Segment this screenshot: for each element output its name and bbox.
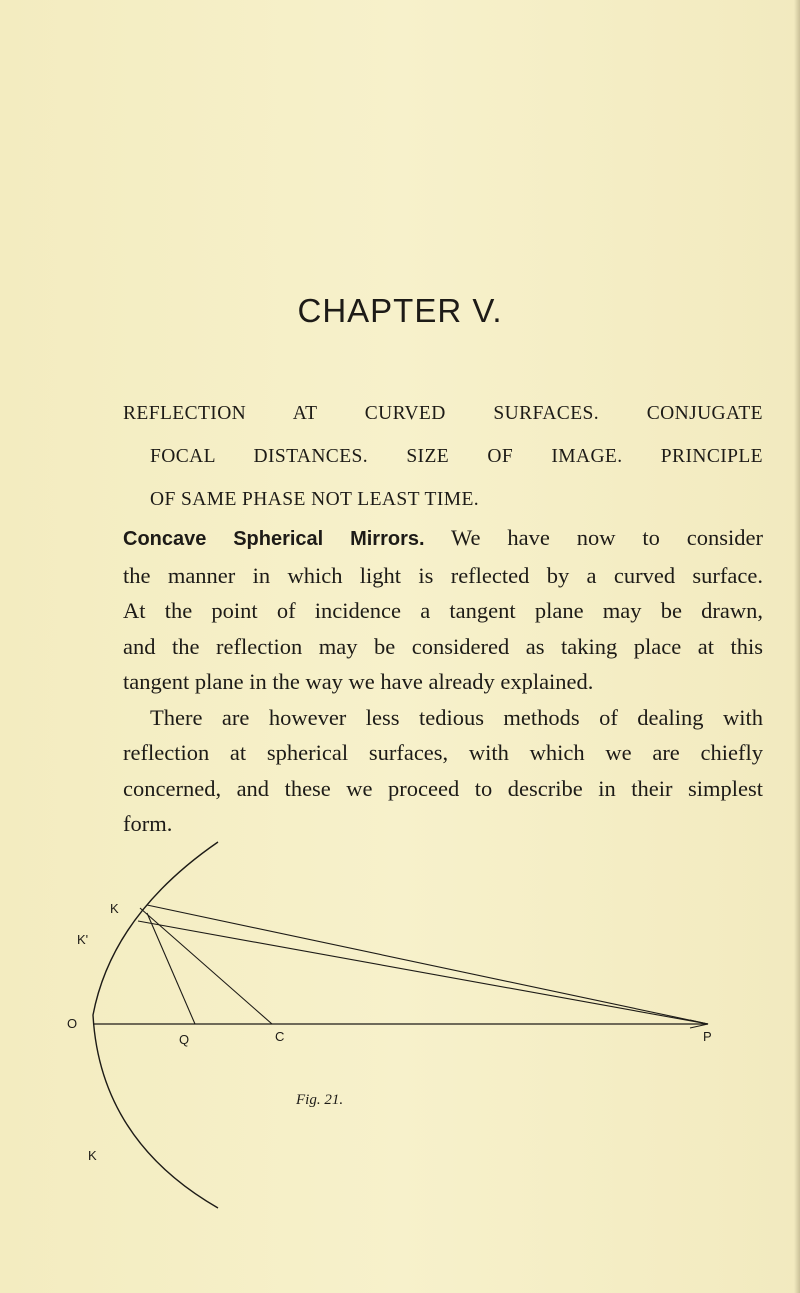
incident-ray-lower [138, 921, 708, 1024]
label-k-lower: K [88, 1148, 97, 1163]
label-k-prime: K' [77, 932, 89, 947]
paragraph-1-line-5: tangent plane in the way we have already explained. [123, 669, 594, 694]
label-q: Q [179, 1032, 190, 1047]
summary-line-1: REFLECTION AT CURVED SURFACES. CONJUGATE [123, 403, 763, 424]
axis-arrowhead [690, 1020, 708, 1028]
paragraph-1-line-3: At the point of incidence a tangent plane may be drawn, [123, 598, 763, 623]
incident-ray-upper [147, 905, 708, 1024]
label-k-upper: K [110, 901, 119, 916]
label-c: C [275, 1029, 285, 1044]
paragraph-2-line-3: concerned, and these we proceed to describe in their simplest [123, 775, 763, 801]
summary-line-2: FOCAL DISTANCES. SIZE OF IMAGE. PRINCIPLE [150, 446, 763, 467]
chapter-summary [123, 392, 763, 521]
mirror-arc [93, 842, 218, 1208]
paragraph-1-first-line-text: We have now to consider [451, 525, 764, 550]
label-p: P [703, 1029, 712, 1044]
summary-line-3: OF SAME PHASE NOT LEAST TIME. [150, 489, 480, 510]
paragraph-1-line-1 [123, 520, 763, 558]
reflected-ray [147, 913, 195, 1024]
normal-radius [140, 908, 272, 1024]
paragraph-1-line-2: the manner in which light is reflected by a curved surface. [123, 562, 763, 588]
paragraph-2-line-2: reflection at spherical surfaces, with which we are chiefly [123, 740, 763, 765]
paragraph-1-line-4: and the reflection may be considered as taking place at this [123, 633, 763, 659]
body-text [123, 520, 763, 842]
figure-caption: Fig. 21. [296, 1092, 344, 1108]
section-heading: Concave Spherical Mirrors. [123, 528, 425, 550]
paragraph-2-line-4: form. [123, 811, 173, 836]
chapter-title: CHAPTER V. [297, 292, 503, 329]
page-edge-shadow [794, 0, 800, 1293]
label-o: O [67, 1016, 78, 1031]
paragraph-2-line-1: There are however less tedious methods of dealing with [150, 704, 763, 730]
